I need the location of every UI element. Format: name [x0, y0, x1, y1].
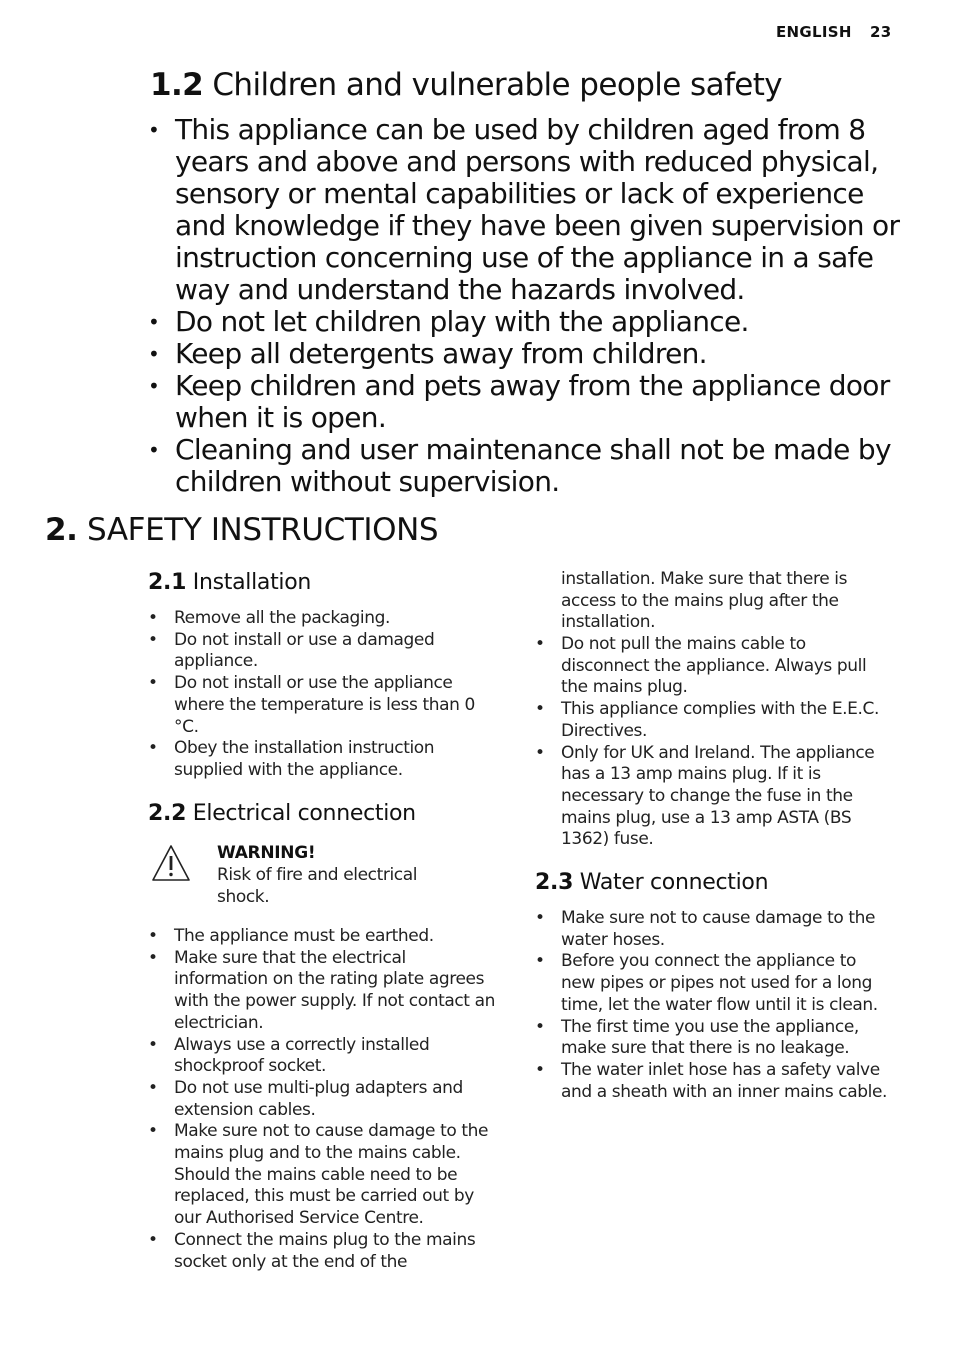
list-item: • Do not pull the mains cable to disconnect the appliance. Always pull the mains plug.: [535, 634, 887, 699]
section-title: Children and vulnerable people safety: [212, 67, 783, 103]
warning-triangle-icon: [150, 843, 192, 883]
section-2-2-heading: [148, 799, 416, 829]
continued-text: installation. Make sure that there is access to the mains plug after the installation.: [561, 569, 848, 633]
list-item: • Connect the mains plug to the mains socket only at the end of the: [148, 1230, 503, 1273]
section-title: Water connection: [579, 870, 769, 895]
section-number: 2.2: [148, 801, 187, 826]
list-item: • Do not let children play with the appliance.: [148, 306, 908, 338]
children-safety-list: [148, 114, 908, 498]
header-language: ENGLISH: [776, 23, 852, 41]
list-item: • Keep all detergents away from children.: [148, 338, 908, 370]
list-item: • Always use a correctly installed shockproof socket.: [148, 1035, 503, 1078]
warning-title: WARNING!: [217, 843, 316, 863]
list-item: • This appliance complies with the E.E.C. Directives.: [535, 699, 887, 742]
list-item: • Remove all the packaging.: [148, 608, 498, 630]
list-item: • This appliance can be used by children aged from 8 years and above and persons with reduced physical, sensory or mental capabilities or lack of experience and knowledge if they have been given supervision or instruction concerning use of the appliance in a safe way and understand the hazards involved.: [148, 114, 908, 306]
chapter-title: SAFETY INSTRUCTIONS: [87, 512, 439, 548]
section-number: 1.2: [150, 67, 204, 103]
section-number: 2.1: [148, 570, 187, 595]
list-item: • Keep children and pets away from the appliance door when it is open.: [148, 370, 908, 434]
list-item: • Cleaning and user maintenance shall not be made by children without supervision.: [148, 434, 908, 498]
section-2-1-heading: [148, 568, 311, 598]
list-item: • The first time you use the appliance, make sure that there is no leakage.: [535, 1017, 893, 1060]
page-number: 23: [870, 23, 892, 41]
list-item: • Before you connect the appliance to new pipes or pipes not used for a long time, let the water flow until it is clean.: [535, 951, 893, 1016]
list-item: • Do not use multi-plug adapters and extension cables.: [148, 1078, 503, 1121]
list-item: • Make sure not to cause damage to the water hoses.: [535, 908, 893, 951]
electrical-list-continued: [535, 634, 887, 851]
chapter-heading: [45, 508, 438, 552]
installation-list: [148, 608, 498, 782]
list-item: • Make sure not to cause damage to the mains plug and to the mains cable. Should the mains cable need to be replaced, this must be carried out by our Authorised Service Centre.: [148, 1121, 503, 1230]
list-item: • Only for UK and Ireland. The appliance has a 13 amp mains plug. If it is necessary to change the fuse in the mains plug, use a 13 amp ASTA (BS 1362) fuse.: [535, 743, 887, 852]
list-item: • The water inlet hose has a safety valve and a sheath with an inner mains cable.: [535, 1060, 893, 1103]
warning-text: Risk of fire and electrical shock.: [217, 865, 418, 907]
section-number: 2.3: [535, 870, 574, 895]
section-1-2-heading: [150, 64, 782, 106]
electrical-list: [148, 926, 503, 1273]
list-item: • Do not install or use the appliance where the temperature is less than 0 °C.: [148, 673, 498, 738]
list-item: • Do not install or use a damaged appliance.: [148, 630, 498, 673]
list-item: • The appliance must be earthed.: [148, 926, 503, 948]
chapter-number: 2.: [45, 512, 78, 548]
section-title: Installation: [192, 570, 312, 595]
list-item: • Make sure that the electrical information on the rating plate agrees with the power supply. If not contact an electrician.: [148, 948, 503, 1035]
section-2-3-heading: [535, 868, 768, 898]
list-item: • Obey the installation instruction supplied with the appliance.: [148, 738, 498, 781]
section-title: Electrical connection: [192, 801, 416, 826]
water-connection-list: [535, 908, 893, 1103]
